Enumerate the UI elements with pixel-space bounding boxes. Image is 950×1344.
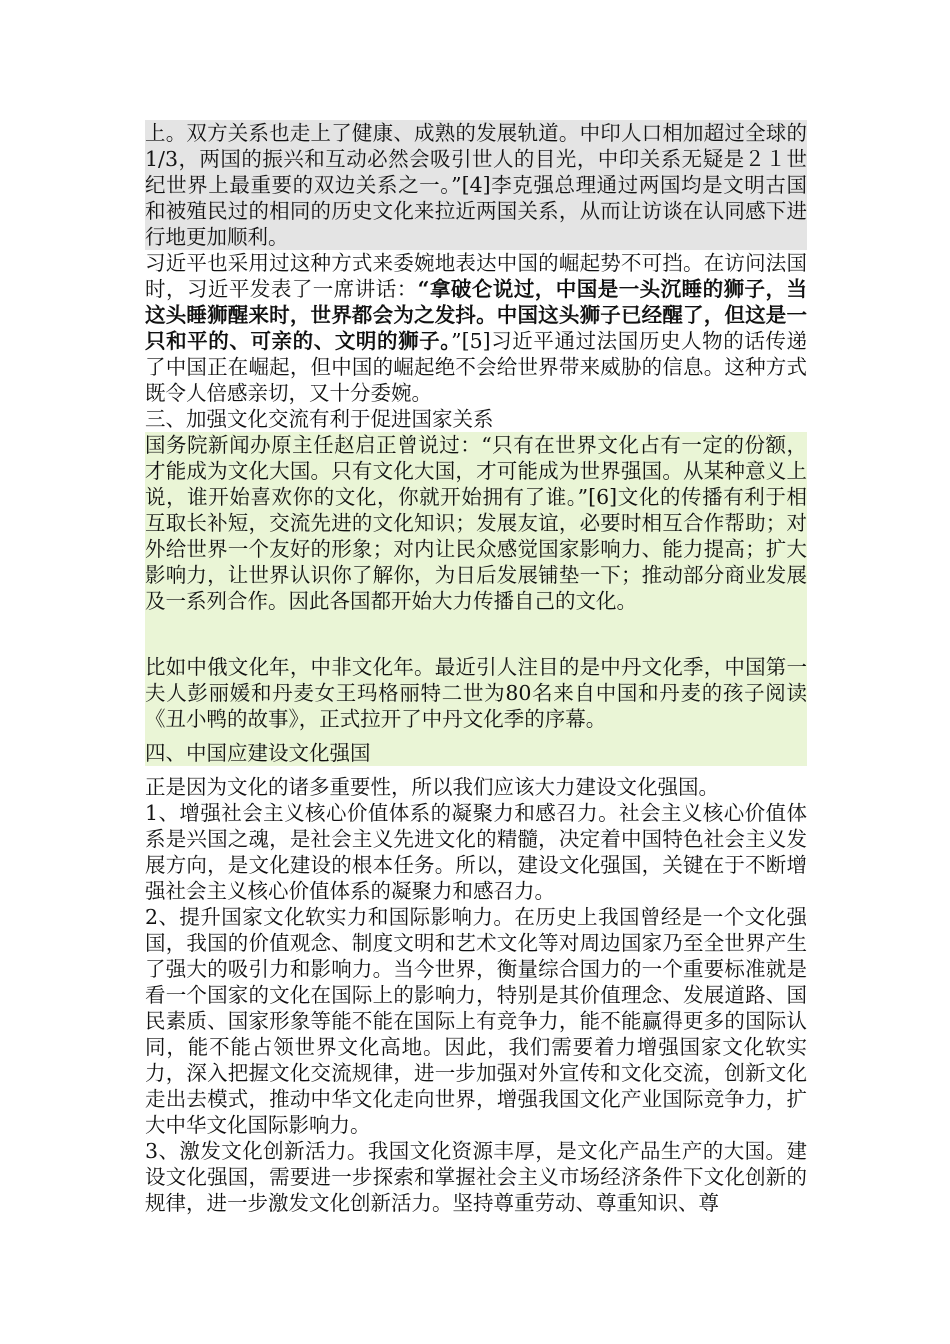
- paragraph-intro-strong-culture: 正是因为文化的诸多重要性，所以我们应该大力建设文化强国。: [145, 775, 719, 799]
- paragraph-culture-exchange: 国务院新闻办原主任赵启正曾说过：“只有在世界文化占有一定的份额，才能成为文化大国。只有文化大国，才可能成为世界强国。从某种意义上说，谁开始喜欢你的文化，你就开始拥有了谁。”[6]文化的传播有利于相互取长补短，交流先进的文化知识；发展友谊，必要时相互合作帮助；对外给世界一个友好的形象；对内让民众感觉国家影响力、能力提高；扩大影响力，让世界认识你了解你，为日后发展铺垫一下；推动部分商业发展及一系列合作。因此各国都开始大力传播自己的文化。: [145, 433, 807, 613]
- section-heading-4: 四、中国应建设文化强国: [145, 741, 371, 765]
- paragraph-item-1: 1、增强社会主义核心价值体系的凝聚力和感召力。社会主义核心价值体系是兴国之魂，是社会主义先进文化的精髓，决定着中国特色社会主义发展方向，是文化建设的根本任务。所以，建设文化强国，关键在于不断增强社会主义核心价值体系的凝聚力和感召力。: [145, 801, 807, 903]
- section-heading-3: 三、加强文化交流有利于促进国家关系: [145, 407, 494, 431]
- paragraph-xi-conclusion: ”[5]习近平通过法国历史人物的话传递了中国正在崛起，但中国的崛起绝不会给世界带来威胁的信息。这种方式既令人倍感亲切，又十分委婉。: [145, 329, 807, 405]
- paragraph-xi-napoleon: [145, 250, 807, 406]
- napoleon-quote: “拿破仑说过，中国是一头沉睡的狮子，当这头睡狮醒来时，世界都会为之发抖。中国这头狮子已经醒了，但这是一只和平的、可亲的、文明的狮子。: [145, 277, 807, 353]
- highlighted-block: [145, 432, 807, 766]
- paragraph-item-2: 2、提升国家文化软实力和国际影响力。在历史上我国曾经是一个文化强国，我国的价值观念、制度文明和艺术文化等对周边国家乃至全世界产生了强大的吸引力和影响力。当今世界，衡量综合国力的一个重要标准就是看一个国家的文化在国际上的影响力，特别是其价值理念、发展道路、国民素质、国家形象等能不能在国际上有竞争力，能不能赢得更多的国际认同，能不能占领世界文化高地。因此，我们需要着力增强国家文化软实力，深入把握文化交流规律，进一步加强对外宣传和文化交流，创新文化走出去模式，推动中华文化走向世界，增强我国文化产业国际竞争力，扩大中华文化国际影响力。: [145, 905, 807, 1137]
- paragraph-india-relations: 上。双方关系也走上了健康、成熟的发展轨道。中印人口相加超过全球的1/3，两国的振兴和互动必然会吸引世人的目光，中印关系无疑是２１世纪世界上最重要的双边关系之一。”[4]李克强总理通过两国均是文明古国和被殖民过的相同的历史文化来拉近两国关系，从而让访谈在认同感下进行地更加顺利。: [145, 121, 807, 249]
- paragraph-culture-years: 比如中俄文化年，中非文化年。最近引人注目的是中丹文化季，中国第一夫人彭丽媛和丹麦女王玛格丽特二世为80名来自中国和丹麦的孩子阅读《丑小鸭的故事》，正式拉开了中丹文化季的序幕。: [145, 655, 807, 731]
- paragraph-xi-intro: 习近平也采用过这种方式来委婉地表达中国的崛起势不可挡。在访问法国时，习近平发表了一席讲话：: [145, 251, 807, 301]
- paragraph-item-3: 3、激发文化创新活力。我国文化资源丰厚，是文化产品生产的大国。建设文化强国，需要进一步探索和掌握社会主义市场经济条件下文化创新的规律，进一步激发文化创新活力。坚持尊重劳动、尊重知识、尊: [145, 1139, 807, 1215]
- document-page: [145, 120, 807, 1216]
